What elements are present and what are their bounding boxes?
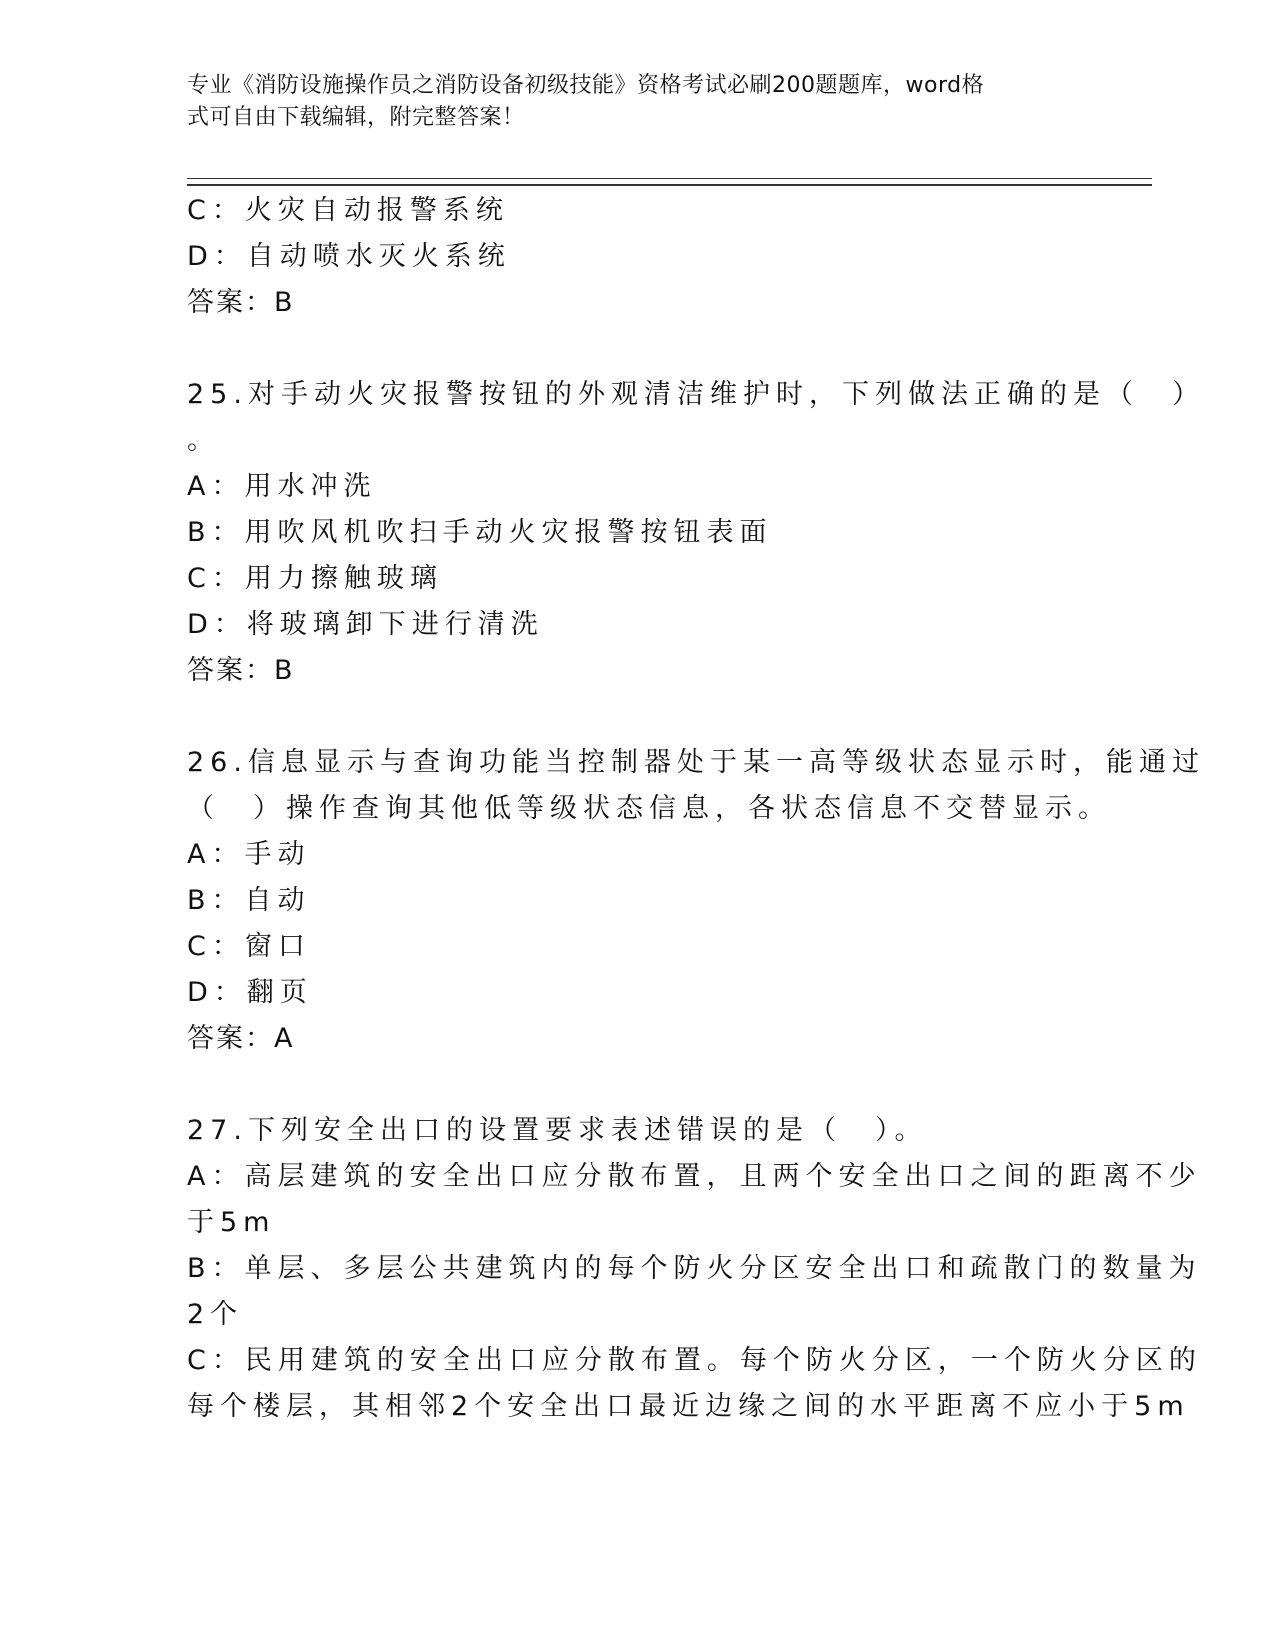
q27-option-c-line-2: 每个楼层，其相邻2个安全出口最近边缘之间的水平距离不应小于5m	[187, 1391, 1190, 1422]
question-gap	[187, 326, 1087, 372]
header-line-1: 专业《消防设施操作员之消防设备初级技能》资格考试必刷200题题库，word格	[187, 73, 985, 98]
q26-option-b: B：自动	[187, 885, 311, 916]
q25-option-a: A：用水冲洗	[187, 471, 377, 502]
q27-option-b-line-2: 2个	[187, 1299, 244, 1330]
header-rule	[187, 178, 1152, 186]
q26-option-a: A：手动	[187, 839, 311, 870]
q24-option-c: C：火灾自动报警系统	[187, 195, 509, 226]
q25-title-line-2: 。	[187, 425, 220, 456]
q26-title-line-2: （ ）操作查询其他低等级状态信息，各状态信息不交替显示。	[187, 793, 1111, 824]
document-content	[187, 188, 1205, 1430]
q26-answer: 答案：A	[187, 1023, 295, 1054]
q24-answer: 答案：B	[187, 287, 295, 318]
document-header	[187, 70, 1067, 134]
header-line-2: 式可自由下载编辑，附完整答案！	[187, 105, 525, 130]
q25-title-line-1: 25.对手动火灾报警按钮的外观清洁维护时，下列做法正确的是（ ）	[187, 379, 1205, 410]
q27-option-b-line-1: B：单层、多层公共建筑内的每个防火分区安全出口和疏散门的数量为	[187, 1253, 1202, 1284]
q24-option-d: D：自动喷水灭火系统	[187, 241, 511, 272]
q27-option-a-line-1: A：高层建筑的安全出口应分散布置，且两个安全出口之间的距离不少	[187, 1161, 1202, 1192]
q27-option-a-line-2: 于5m	[187, 1207, 276, 1238]
q27-title: 27.下列安全出口的设置要求表述错误的是（ ）。	[187, 1115, 928, 1146]
q27-option-c-line-1: C：民用建筑的安全出口应分散布置。每个防火分区，一个防火分区的	[187, 1345, 1202, 1376]
q25-answer: 答案：B	[187, 655, 295, 686]
q25-option-c: C：用力擦触玻璃	[187, 563, 443, 594]
q26-option-c: C：窗口	[187, 931, 311, 962]
question-gap	[187, 694, 1087, 740]
question-gap	[187, 1062, 1087, 1108]
q25-option-b: B：用吹风机吹扫手动火灾报警按钮表面	[187, 517, 773, 548]
q26-title-line-1: 26.信息显示与查询功能当控制器处于某一高等级状态显示时，能通过	[187, 747, 1205, 778]
q25-option-d: D：将玻璃卸下进行清洗	[187, 609, 544, 640]
q26-option-d: D：翻页	[187, 977, 313, 1008]
